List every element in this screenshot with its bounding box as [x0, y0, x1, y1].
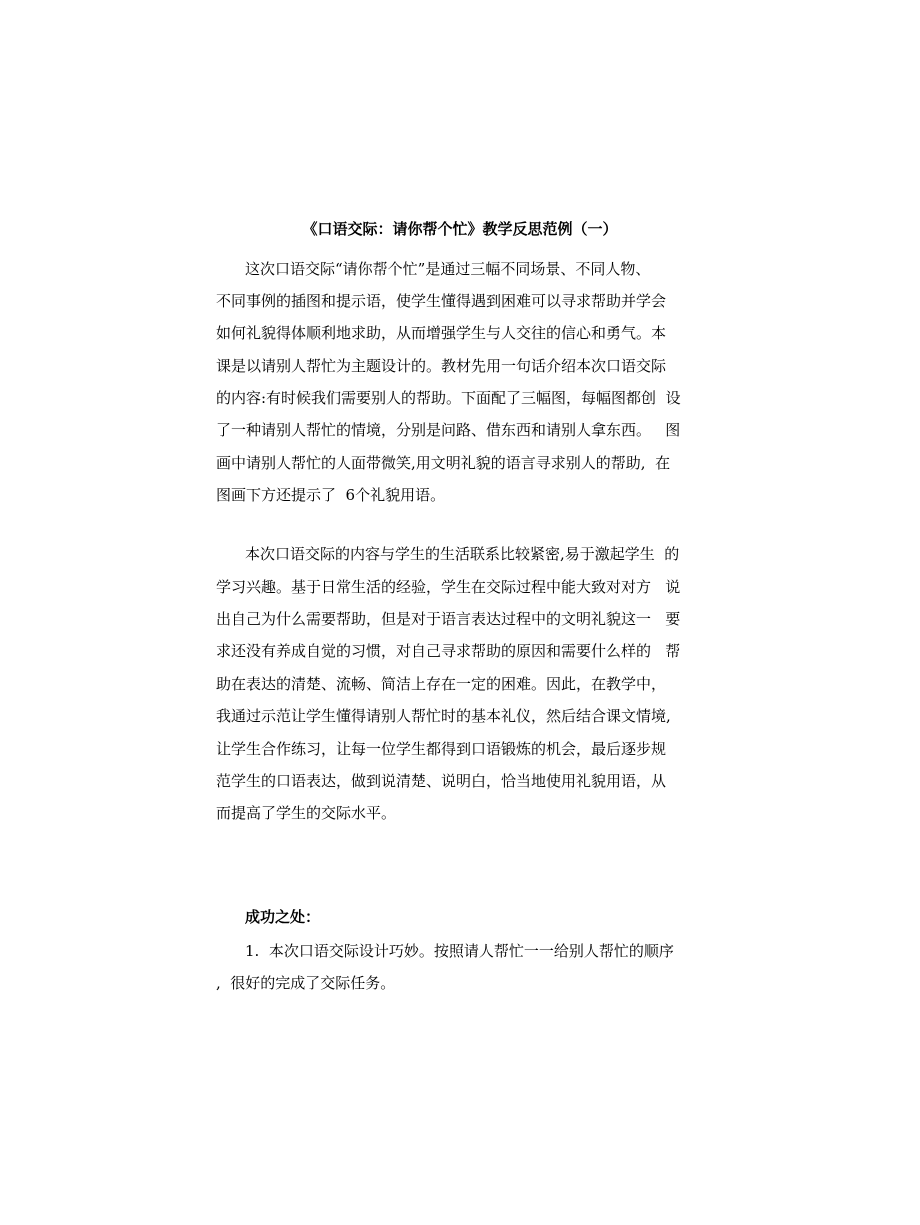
paragraph-2-line-3: 出自己为什么需要帮助，但是对于语言表达过程中的文明礼貌这一 要 — [216, 610, 681, 628]
paragraph-2-line-7: 让学生合作练习，让每一位学生都得到口语锻炼的机会，最后逐步规 — [216, 740, 667, 758]
paragraph-2-line-6: 我通过示范让学生懂得请别人帮忙时的基本礼仪，然后结合课文情境, — [216, 707, 671, 725]
paragraph-1-line-6: 了一种请别人帮忙的情境，分别是问路、借东西和请别人拿东西。 图 — [216, 421, 681, 439]
paragraph-1-line-4: 课是以请别人帮忙为主题设计的。教材先用一句话介绍本次口语交际 — [216, 357, 667, 375]
paragraph-2-line-5: 助在表达的清楚、流畅、简洁上存在一定的困难。因此，在教学中， — [216, 675, 667, 693]
paragraph-2-line-4: 求还没有养成自觉的习惯，对自己寻求帮助的原因和需要什么样的 帮 — [216, 642, 681, 660]
paragraph-2-line-9: 而提高了学生的交际水平。 — [216, 804, 397, 822]
section-heading-success: 成功之处： — [245, 908, 321, 926]
item-1-line-2: , 很好的完成了交际任务。 — [216, 974, 396, 992]
paragraph-2-line-1: 本次口语交际的内容与学生的生活联系比较紧密,易于激起学生 的 — [245, 545, 680, 563]
item-1-line-1: 1. 本次口语交际设计巧妙。按照请人帮忙一一给别人帮忙的顺序 — [245, 942, 674, 960]
document-title: 《口语交际：请你帮个忙》教学反思范例（一） — [302, 220, 618, 238]
paragraph-1-line-5: 的内容:有时候我们需要别人的帮助。下面配了三幅图，每幅图都创 设 — [216, 389, 681, 407]
paragraph-1-line-2: 不同事例的插图和提示语，使学生懂得遇到困难可以寻求帮助并学会 — [216, 292, 667, 310]
paragraph-2-line-8: 范学生的口语表达，做到说清楚、说明白，恰当地使用礼貌用语，从 — [216, 772, 667, 790]
paragraph-1-line-3: 如何礼貌得体顺利地求助，从而增强学生与人交往的信心和勇气。本 — [216, 324, 667, 342]
paragraph-1-line-1: 这次口语交际“请你帮个忙”是通过三幅不同场景、不同人物、 — [245, 260, 651, 278]
paragraph-1-line-7: 画中请别人帮忙的人面带微笑,用文明礼貌的语言寻求别人的帮助, 在 — [216, 454, 671, 472]
paragraph-2-line-2: 学习兴趣。基于日常生活的经验，学生在交际过程中能大致对对方 说 — [216, 578, 681, 596]
paragraph-1-line-8: 图画下方还提示了 6个礼貌用语。 — [216, 486, 446, 504]
